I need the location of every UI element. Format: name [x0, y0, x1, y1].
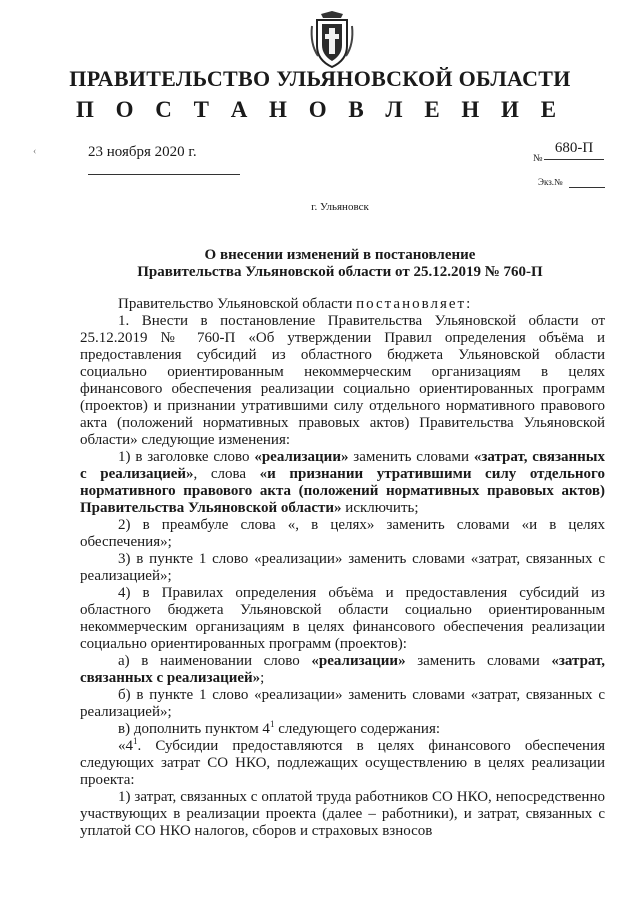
text: заменить словами [348, 449, 474, 465]
paragraph-clause-item-1: 1) затрат, связанных с оплатой труда работников СО НКО, непосредственно участвующих в реализации проекта (далее – работники), и затрат, связанных с уплатой СО НКО налогов, сборов и страховых взносов [80, 789, 605, 839]
paragraph-item-4: 4) в Правилах определения объёма и предоставления субсидий из областного бюджета Ульяновской области социально ориентированным некоммерческим организациям в целях финансового обеспечения реализации социально ориентированных программ (проектов): [80, 585, 605, 652]
spaced-text: постановляет: [356, 296, 473, 312]
paragraph-1: 1. Внести в постановление Правительства Ульяновской области от 25.12.2019 № 760-П «Об утверждении Правил определения объёма и предоставления субсидий из областного бюджета Ульяновской области социально ориентированным некоммерческим организациям в целях финансового обеспечения реализации социально ориентированных программ (проектов) и признании утратившими силу отдельного нормативного правового акта (положений нормативных правовых актов) Правительства Ульяновской области» следующие изменения: [80, 313, 605, 448]
paragraph-preamble [80, 296, 605, 313]
text: , слова [193, 466, 260, 482]
title-line-1: О внесении изменений в постановление [204, 247, 476, 263]
bold-text: «реализации» [311, 653, 406, 669]
text: Правительство Ульяновской области [118, 296, 357, 312]
paragraph-subitem-b: б) в пункте 1 слово «реализации» заменить словами «затрат, связанных с реализацией»; [80, 687, 605, 720]
number-label: № [533, 153, 543, 164]
text: следующего содержания: [274, 721, 441, 737]
copy-number-underline [569, 187, 605, 188]
decree-number: 680-П [554, 140, 594, 156]
text: «4 [118, 738, 133, 754]
title-line-2: Правительства Ульяновской области от 25.12.2019 № 760-П [137, 264, 543, 280]
document-body [80, 296, 605, 840]
bold-text: «затрат, связанных с реализацией» [80, 449, 606, 482]
paragraph-clause-4-1 [80, 738, 605, 789]
paragraph-subitem-a [80, 653, 605, 687]
bold-text: «затрат, связанных с реализацией» [80, 653, 606, 686]
government-name: ПРАВИТЕЛЬСТВО УЛЬЯНОВСКОЙ ОБЛАСТИ [69, 66, 571, 91]
text: 1) в заголовке слово [118, 449, 255, 465]
decree-date: 23 ноября 2020 г. [88, 144, 197, 160]
text: в) дополнить пунктом 4 [118, 721, 270, 737]
margin-mark: ‹ [33, 146, 37, 157]
city: г. Ульяновск [311, 201, 369, 213]
text: . Субсидии предоставляются в целях финансового обеспечения следующих затрат СО НКО, подлежащих осуществлению в целях реализации проекта: [80, 738, 605, 788]
date-underline [88, 174, 240, 175]
coat-of-arms-icon [308, 10, 356, 70]
paragraph-item-2: 2) в преамбуле слова «, в целях» заменить словами «и в целях обеспечения»; [80, 517, 605, 550]
number-underline [544, 159, 604, 160]
copy-number-label: Экз.№ [538, 177, 563, 187]
paragraph-subitem-c [80, 721, 605, 738]
text: заменить словами [405, 653, 552, 669]
superscript: 1 [133, 736, 138, 746]
bold-text: «реализации» [254, 449, 349, 465]
text: исключить; [341, 500, 419, 516]
paragraph-item-3: 3) в пункте 1 слово «реализации» заменить словами «затрат, связанных с реализацией»; [80, 551, 605, 584]
text: ; [260, 670, 265, 686]
paragraph-item-1 [80, 449, 605, 517]
superscript: 1 [269, 719, 275, 729]
document-type: П О С Т А Н О В Л Е Н И Е [75, 97, 565, 122]
text: а) в наименовании слово [118, 653, 312, 669]
bold-text: «и признании утратившими силу отдельного нормативного правового акта (положений нормативных правовых актов) Правительства Ульяновской области» [80, 466, 605, 516]
document-title [90, 247, 590, 281]
